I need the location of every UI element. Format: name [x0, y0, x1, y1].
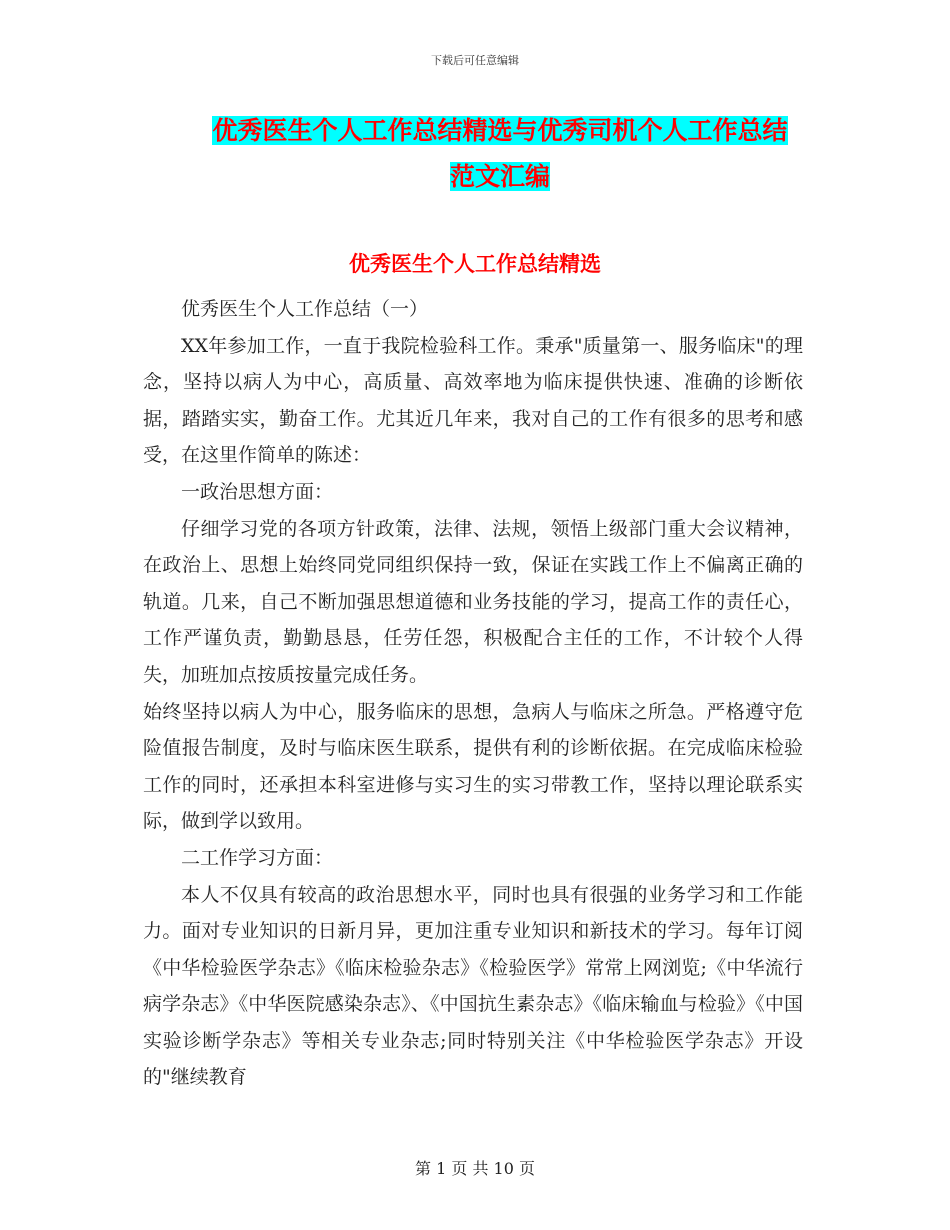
title-line-1: 优秀医生个人工作总结精选与优秀司机个人工作总结 — [212, 116, 788, 145]
title-line-2: 范文汇编 — [449, 162, 550, 191]
paragraph-heading: 二工作学习方面： — [181, 846, 334, 869]
paragraph: XX年参加工作，一直于我院检验科工作。秉承"质量第一、服务临床"的理念，坚持以病人为中心，高质量、高效率地为临床提供快速、准确的诊断依据，踏踏实实，勤奋工作。尤其近几年来，我对自己的工作有很多的思考和感受，在这里作简单的陈述： — [143, 334, 803, 467]
section-title: 优秀医生个人工作总结精选 — [349, 252, 601, 276]
document-body — [143, 291, 803, 1096]
paragraph: 始终坚持以病人为中心，服务临床的思想，急病人与临床之所急。严格遵守危险值报告制度，及时与临床医生联系，提供有利的诊断依据。在完成临床检验工作的同时，还承担本科室进修与实习生的实习带教工作，坚持以理论联系实际，做到学以致用。 — [143, 700, 803, 833]
paragraph: 仔细学习党的各项方针政策，法律、法规，领悟上级部门重大会议精神，在政治上、思想上始终同党同组织保持一致，保证在实践工作上不偏离正确的轨道。几来，自己不断加强思想道德和业务技能的学习，提高工作的责任心，工作严谨负责，勤勤恳恳，任劳任怨，积极配合主任的工作，不计较个人得失，加班加点按质按量完成任务。 — [143, 517, 803, 686]
paragraph-heading: 优秀医生个人工作总结（一） — [181, 298, 429, 320]
header-note: 下载后可任意编辑 — [431, 54, 519, 67]
paragraph: 本人不仅具有较高的政治思想水平，同时也具有很强的业务学习和工作能力。面对专业知识的日新月异，更加注重专业知识和新技术的学习。每年订阅《中华检验医学杂志》《临床检验杂志》《检验医学》常常上网浏览;《中华流行病学杂志》《中华医院感染杂志》、《中国抗生素杂志》《临床输血与检验》《中国实验诊断学杂志》等相关专业杂志;同时特别关注《中华检验医学杂志》开设的"继续教育 — [143, 883, 803, 1089]
document-title — [150, 108, 850, 200]
paragraph-heading: 一政治思想方面： — [181, 480, 334, 503]
page-footer: 第 1 页 共 10 页 — [415, 1159, 535, 1178]
